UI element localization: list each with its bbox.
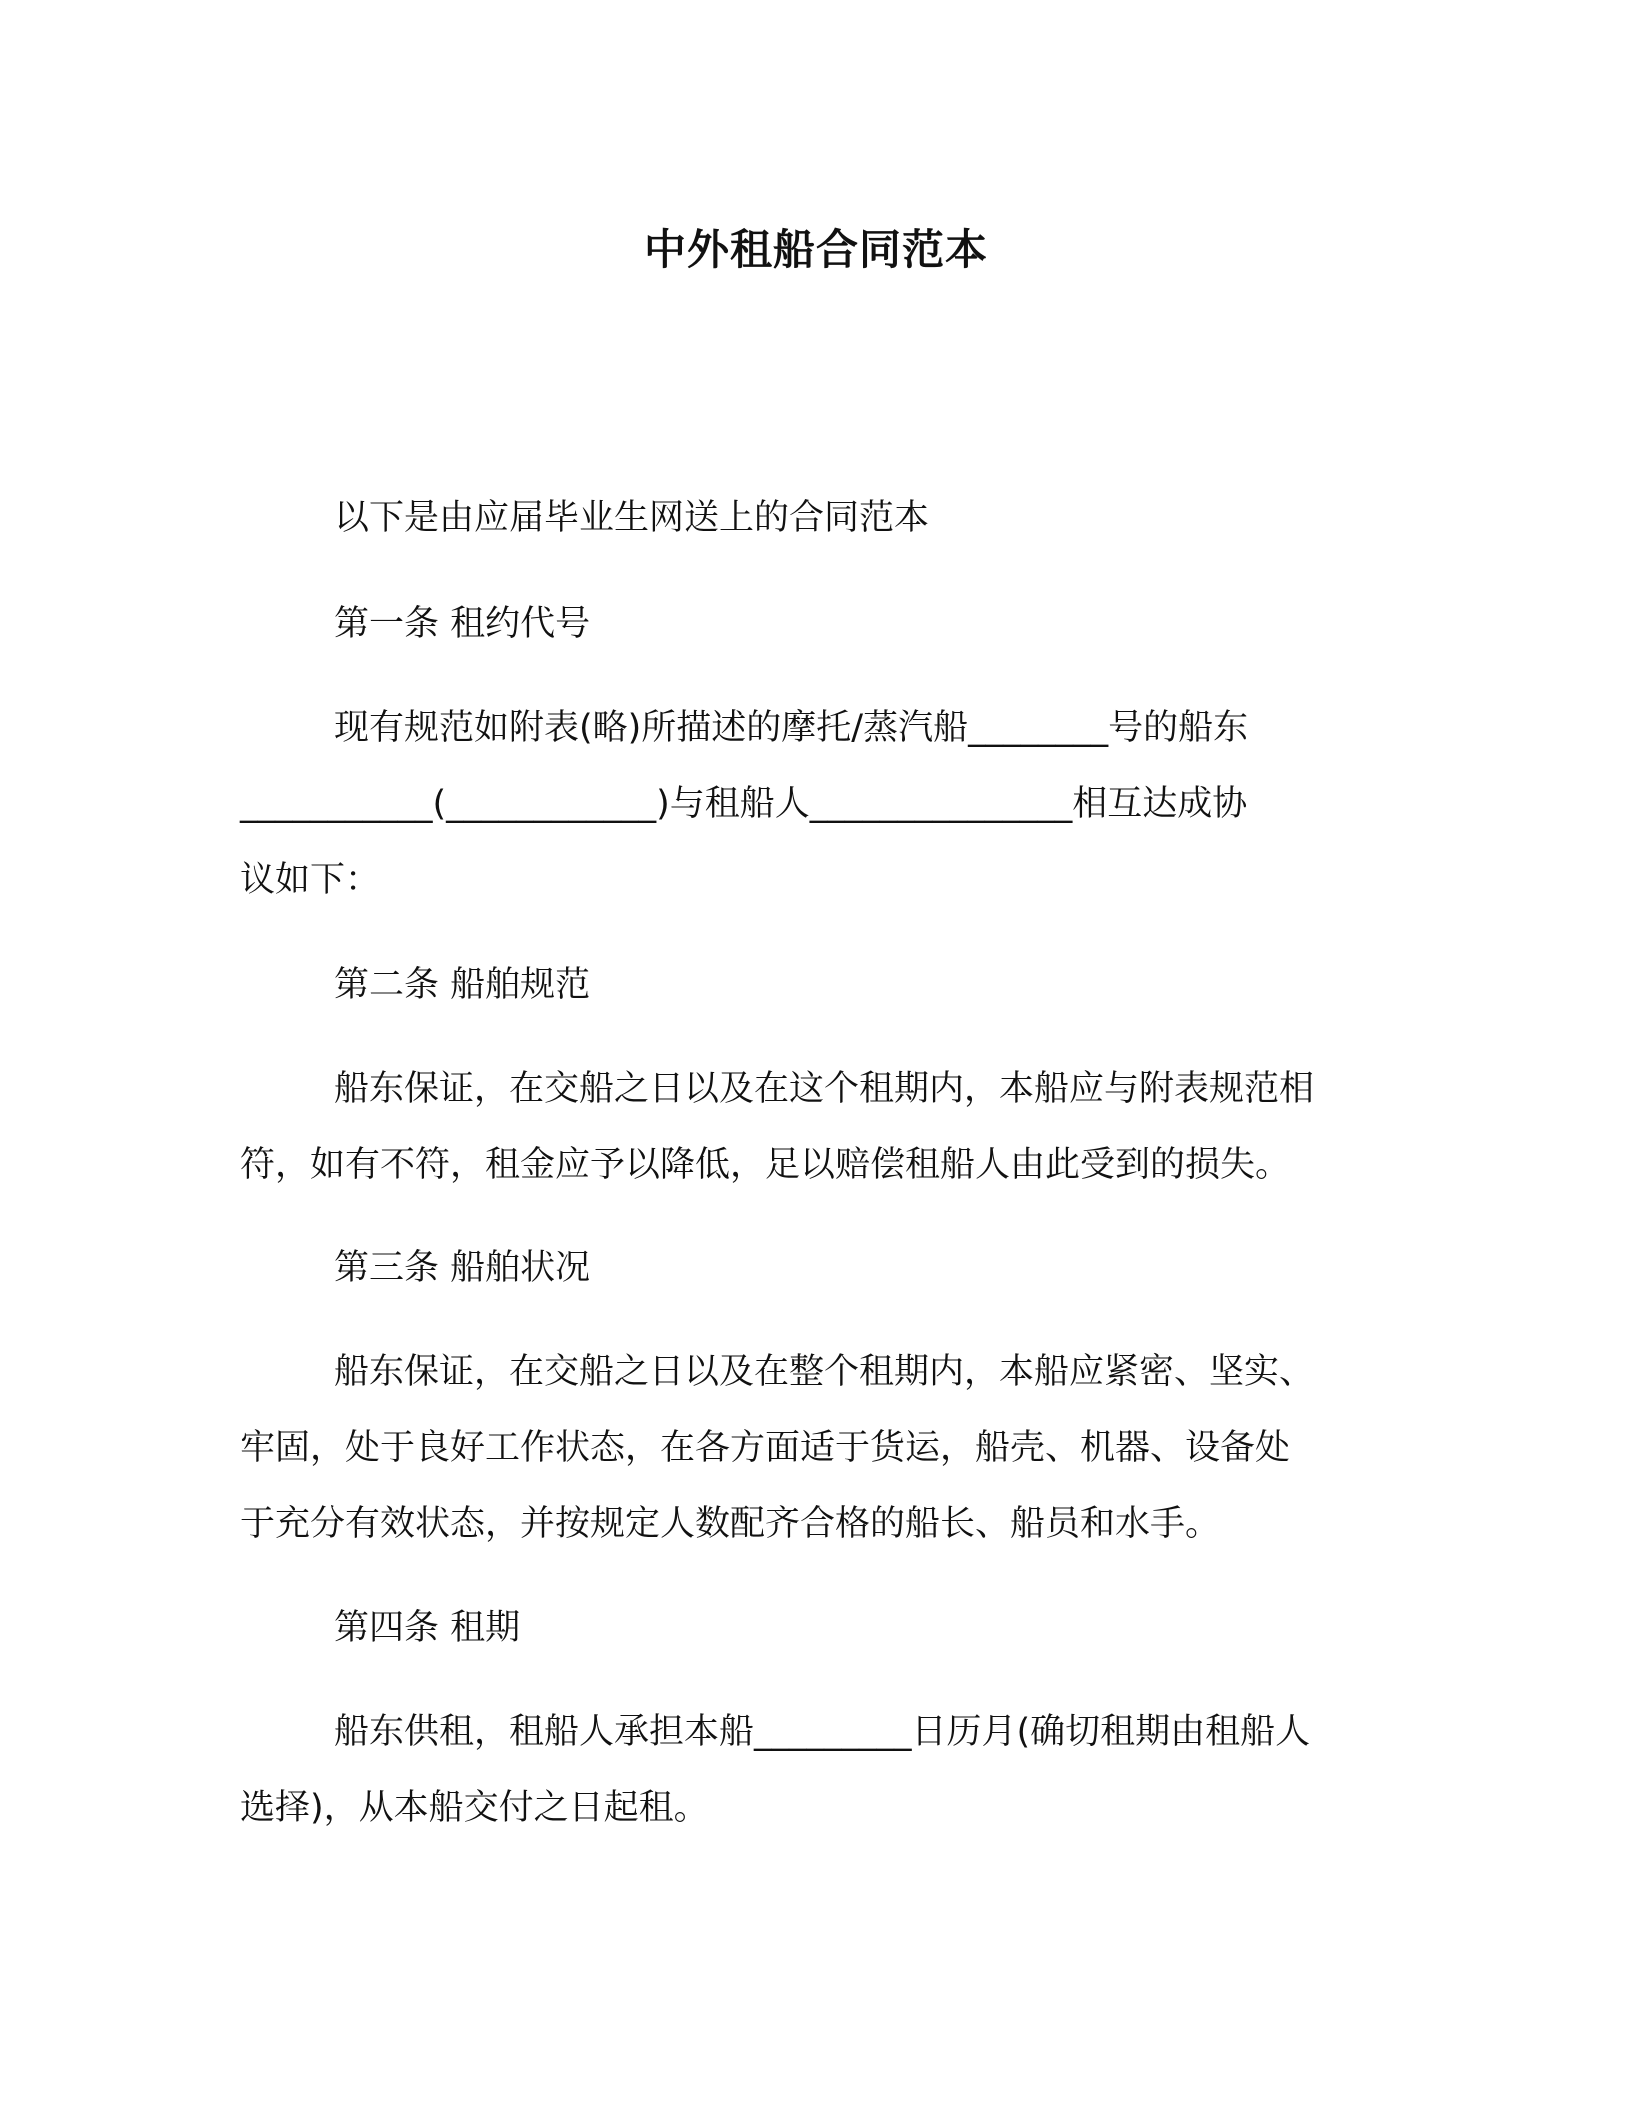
body-line: 船东保证，在交船之日以及在这个租期内，本船应与附表规范相 bbox=[334, 1069, 1315, 1109]
section-3-body bbox=[240, 1334, 1390, 1562]
section-heading: 第二条 船舶规范 bbox=[334, 965, 591, 1005]
section-1-body bbox=[240, 690, 1390, 918]
body-line: 现有规范如附表(略)所描述的摩托/蒸汽船________号的船东 bbox=[334, 708, 1249, 748]
intro-text: 以下是由应届毕业生网送上的合同范本 bbox=[334, 498, 930, 538]
body-line: 于充分有效状态，并按规定人数配齐合格的船长、船员和水手。 bbox=[240, 1504, 1221, 1544]
document-title: 中外租船合同范本 bbox=[643, 225, 988, 274]
section-4-body bbox=[240, 1694, 1390, 1846]
section-heading: 第四条 租期 bbox=[334, 1608, 521, 1648]
body-line: 议如下： bbox=[240, 860, 381, 900]
section-1-heading bbox=[240, 586, 1390, 662]
section-2-heading bbox=[240, 947, 1390, 1023]
section-2-body bbox=[240, 1051, 1390, 1203]
section-heading: 第三条 船舶状况 bbox=[334, 1248, 591, 1288]
section-4-heading bbox=[240, 1590, 1390, 1666]
body-line: 牢固，处于良好工作状态，在各方面适于货运，船壳、机器、设备处 bbox=[240, 1428, 1291, 1468]
intro-paragraph bbox=[240, 480, 1390, 556]
section-3-heading bbox=[240, 1230, 1390, 1306]
body-line: ___________(____________)与租船人_______________相互达成协 bbox=[240, 784, 1248, 824]
body-line: 船东保证，在交船之日以及在整个租期内，本船应紧密、坚实、 bbox=[334, 1352, 1315, 1392]
body-line: 符，如有不符，租金应予以降低，足以赔偿租船人由此受到的损失。 bbox=[240, 1145, 1291, 1185]
body-line: 船东供租，租船人承担本船_________日历月(确切租期由租船人 bbox=[334, 1712, 1311, 1752]
body-line: 选择)，从本船交付之日起租。 bbox=[240, 1788, 709, 1828]
section-heading: 第一条 租约代号 bbox=[334, 604, 591, 644]
